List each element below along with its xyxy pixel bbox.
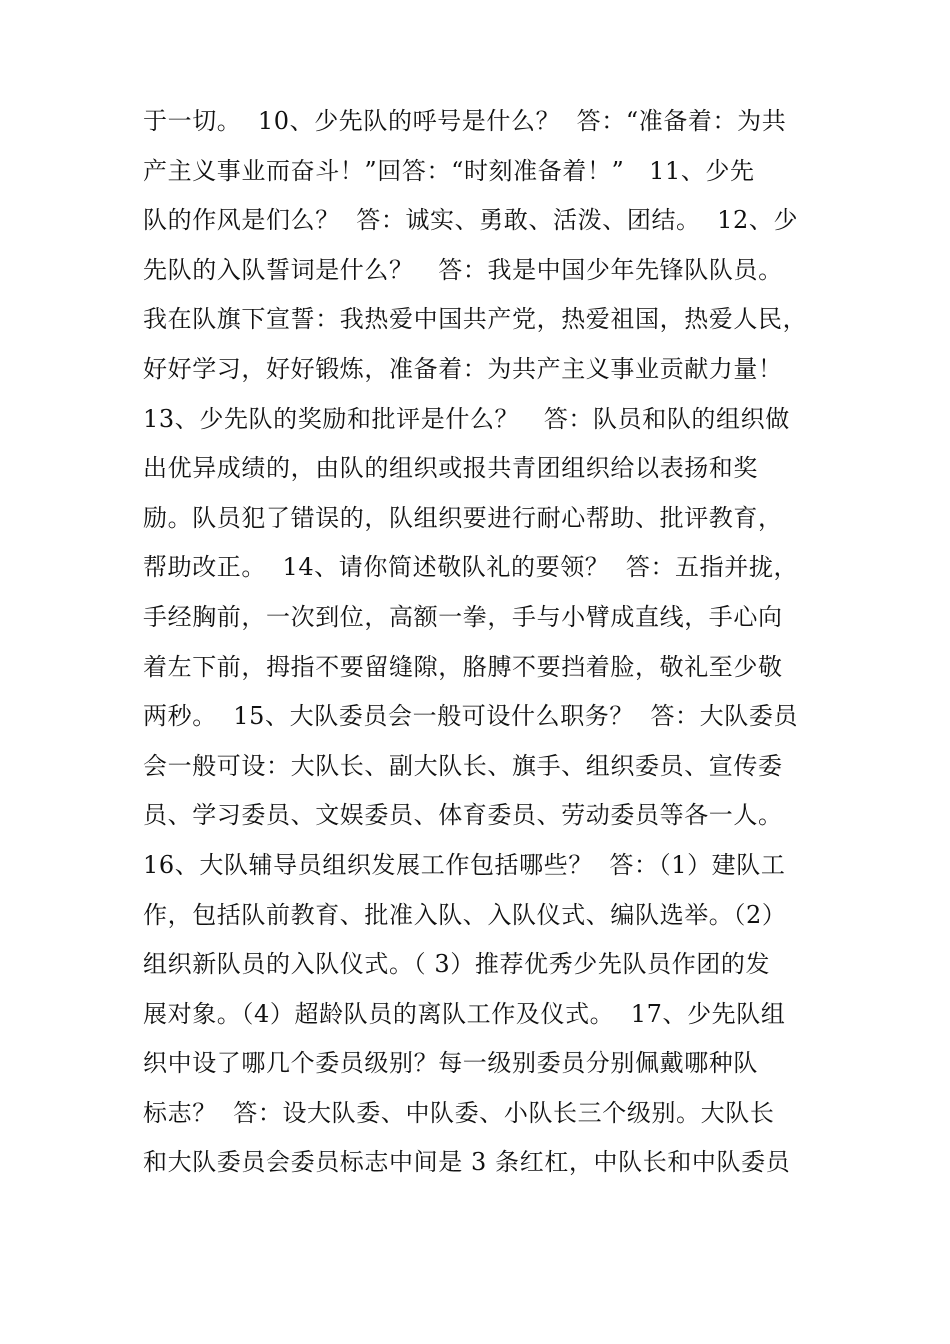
text-line: 出优异成绩的，由队的组织或报共青团组织给以表扬和奖 (143, 454, 758, 483)
text-line: 会一般可设：大队长、副大队长、旗手、组织委员、宣传委 (143, 751, 783, 780)
text-line: 和大队委员会委员标志中间是 3 条红杠，中队长和中队委员 (143, 1148, 791, 1177)
text-line: 先队的入队誓词是什么？ 答：我是中国少年先锋队队员。 (143, 255, 783, 284)
text-line: 展对象。（4）超龄队员的离队工作及仪式。 17、少先队组 (143, 999, 786, 1028)
text-line: 我在队旗下宣誓：我热爱中国共产党，热爱祖国，热爱人民， (143, 305, 808, 334)
text-line: 好好学习，好好锻炼，准备着：为共产主义事业贡献力量！ (143, 354, 783, 383)
text-line: 队的作风是们么？ 答：诚实、勇敢、活泼、团结。 12、少 (143, 206, 799, 235)
text-line: 16、大队辅导员组织发展工作包括哪些？ 答：（1）建队工 (143, 850, 786, 879)
text-line: 励。队员犯了错误的，队组织要进行耐心帮助、批评教育， (143, 503, 783, 532)
text-line: 作，包括队前教育、批准入队、入队仪式、编队选举。（2） (143, 900, 787, 929)
text-line: 于一切。 10、少先队的呼号是什么？ 答：“准备着：为共 (143, 107, 787, 135)
text-line: 标志？ 答：设大队委、中队委、小队长三个级别。大队长 (143, 1098, 775, 1127)
text-line: 产主义事业而奋斗！”回答：“时刻准备着！” 11、少先 (143, 156, 755, 185)
text-line: 织中设了哪几个委员级别？每一级别委员分别佩戴哪种队 (143, 1049, 758, 1078)
text-line: 手经胸前，一次到位，高额一拳，手与小臂成直线，手心向 (143, 602, 783, 631)
text-line: 13、少先队的奖励和批评是什么？ 答：队员和队的组织做 (143, 404, 790, 433)
text-line: 组织新队员的入队仪式。（ 3）推荐优秀少先队员作团的发 (143, 950, 771, 979)
text-line: 帮助改正。 14、请你简述敬队礼的要领？ 答：五指并拢， (143, 553, 799, 582)
text-line: 员、学习委员、文娱委员、体育委员、劳动委员等各一人。 (143, 801, 783, 830)
text-line: 两秒。 15、大队委员会一般可设什么职务？ 答：大队委员 (143, 702, 799, 731)
text-line: 着左下前，拇指不要留缝隙，胳膊不要挡着脸，敬礼至少敬 (143, 652, 783, 681)
body-text (143, 97, 813, 1188)
